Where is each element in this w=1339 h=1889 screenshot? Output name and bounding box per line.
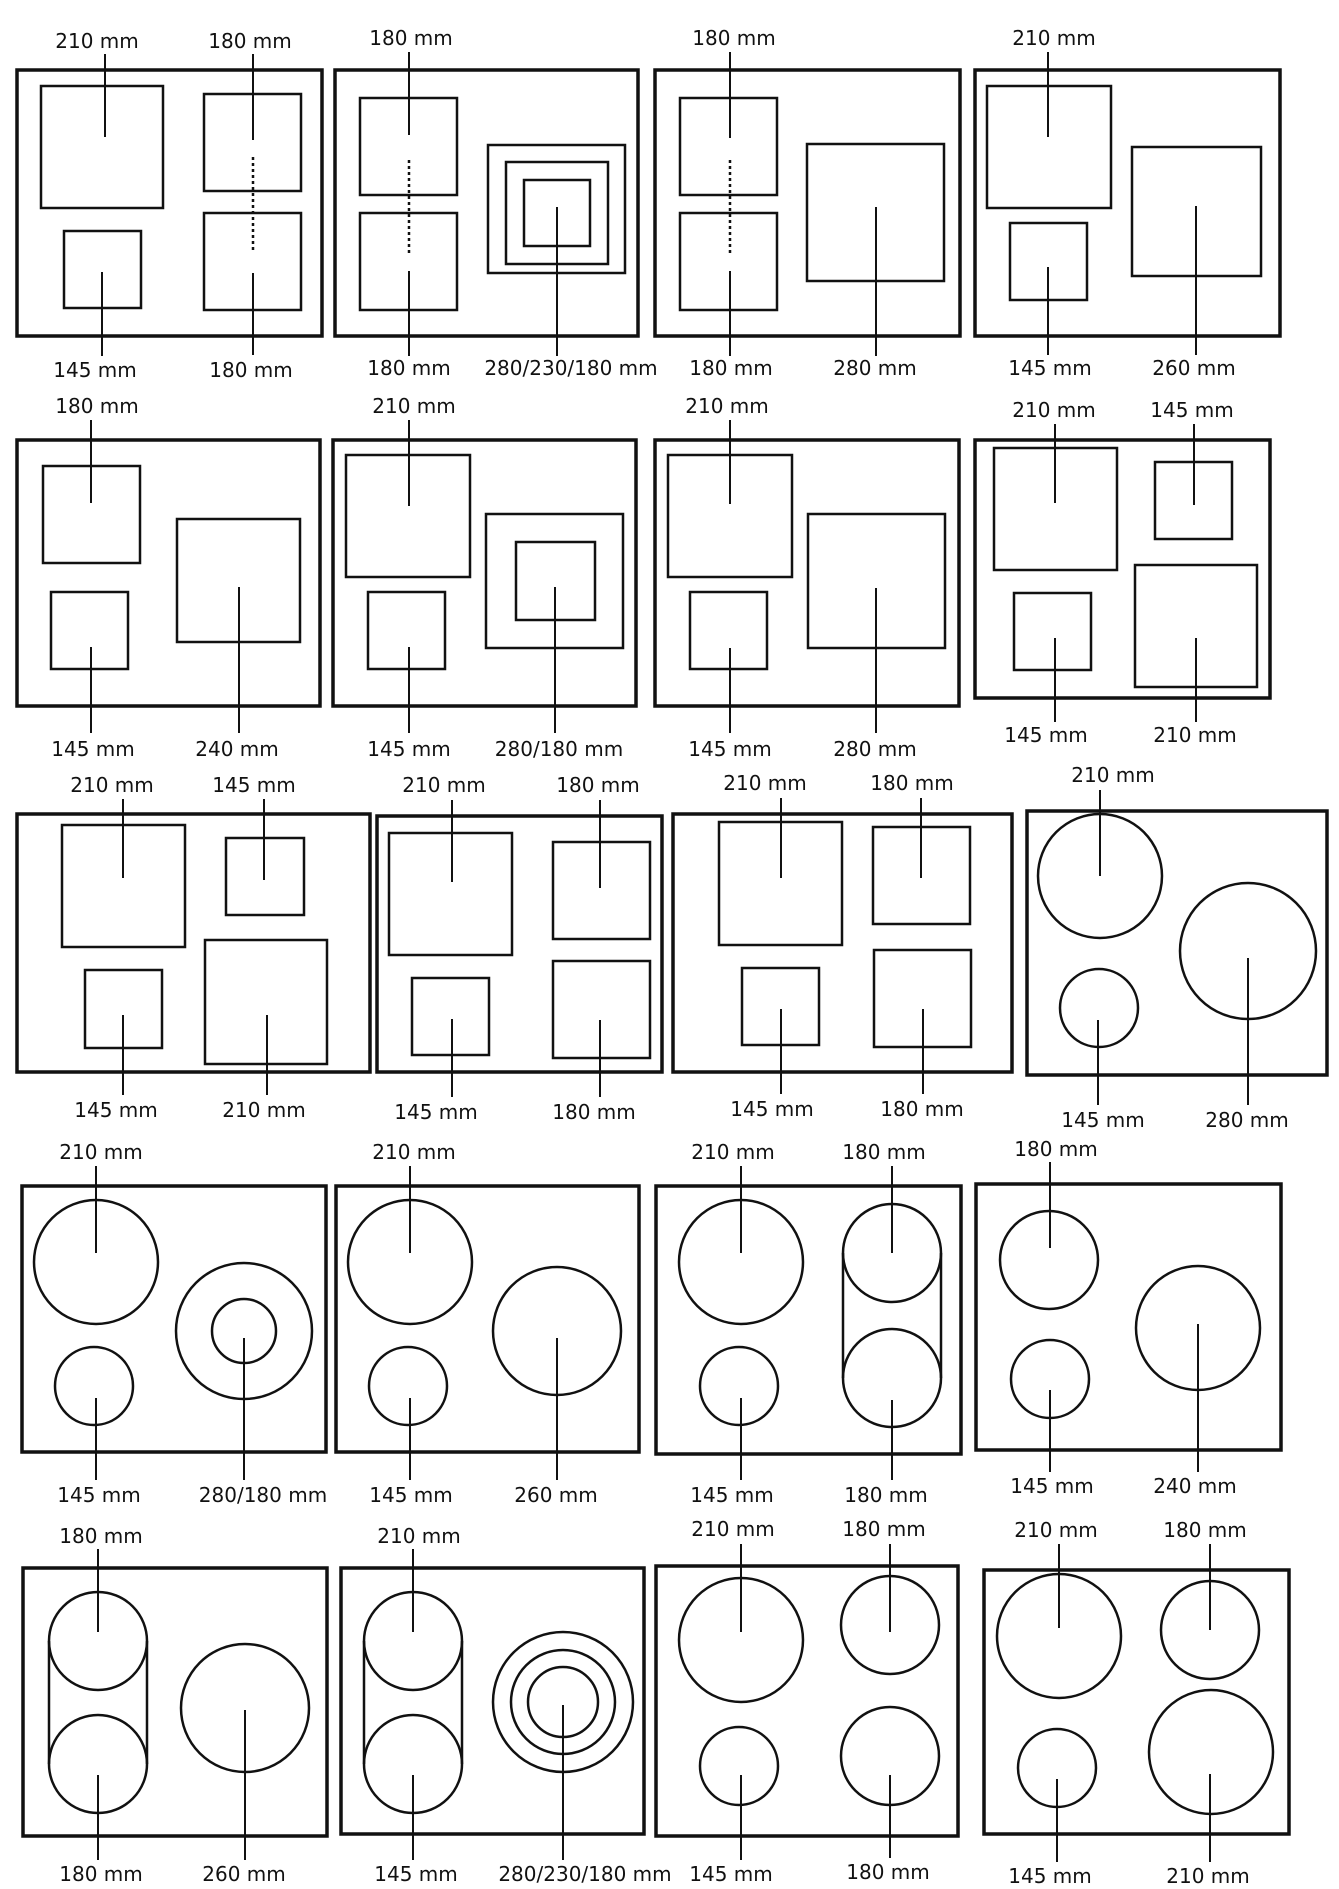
zone-label: 145 mm	[369, 1483, 453, 1507]
zone-label: 210 mm	[222, 1098, 306, 1122]
zone-label: 180 mm	[880, 1097, 964, 1121]
cooktop-layout-19	[656, 1517, 958, 1886]
zone-210-back-left	[41, 86, 163, 208]
zone-145	[55, 1347, 133, 1425]
zone-label: 145 mm	[394, 1100, 478, 1124]
cooktop-layout-12	[1027, 763, 1327, 1132]
cooktop-layout-20	[984, 1518, 1289, 1888]
zone-label: 180 mm	[59, 1524, 143, 1548]
zone-label: 180 mm	[846, 1860, 930, 1884]
zone-label: 145 mm	[1150, 398, 1234, 422]
zone-label: 145 mm	[212, 773, 296, 797]
zone-label: 145 mm	[1061, 1108, 1145, 1132]
zone-label: 145 mm	[1004, 723, 1088, 747]
zone-label: 240 mm	[195, 737, 279, 761]
cooktop-layout-9	[17, 773, 370, 1122]
zone-label: 210 mm	[377, 1524, 461, 1548]
zone-145	[412, 978, 489, 1055]
cooktop-layout-10	[377, 773, 662, 1124]
cooktop-layout-16	[976, 1137, 1281, 1498]
cooktop-layout-14	[336, 1140, 639, 1507]
zone-label: 145 mm	[57, 1483, 141, 1507]
cooktop-layout-7	[655, 394, 959, 761]
zone-label: 280 mm	[833, 737, 917, 761]
zone-label: 180 mm	[369, 26, 453, 50]
zone-145	[700, 1727, 778, 1805]
zone-145	[690, 592, 767, 669]
zone-label: 145 mm	[74, 1098, 158, 1122]
zone-145	[368, 592, 445, 669]
zone-label: 210 mm	[1014, 1518, 1098, 1542]
zone-label: 260 mm	[1152, 356, 1236, 380]
zone-label: 180 mm	[59, 1862, 143, 1886]
zone-label: 180 mm	[842, 1517, 926, 1541]
hob-frame	[656, 1186, 961, 1454]
hob-frame	[23, 1568, 327, 1836]
hob-frame	[377, 816, 662, 1072]
zone-label: 180 mm	[692, 26, 776, 50]
zone-label: 145 mm	[1008, 1864, 1092, 1888]
hob-frame	[17, 814, 370, 1072]
zone-label: 145 mm	[730, 1097, 814, 1121]
zone-label: 210 mm	[691, 1140, 775, 1164]
zone-label: 210 mm	[59, 1140, 143, 1164]
zone-label: 280/180 mm	[494, 737, 624, 761]
hob-frame	[336, 1186, 639, 1452]
zone-label: 180 mm	[842, 1140, 926, 1164]
zone-label: 280/230/180 mm	[498, 1862, 672, 1886]
zone-145	[51, 592, 128, 669]
zone-label: 180 mm	[870, 771, 954, 795]
zone-180-front	[553, 961, 650, 1058]
cooktop-layout-18	[341, 1524, 672, 1886]
zone-210	[389, 833, 512, 955]
zone-label: 210 mm	[1012, 398, 1096, 422]
cooktop-layout-15	[656, 1140, 961, 1507]
zone-label: 145 mm	[1010, 1474, 1094, 1498]
zone-label: 260 mm	[202, 1862, 286, 1886]
zone-145-front	[1014, 593, 1091, 670]
cooktop-layout-1	[17, 29, 322, 382]
zone-label: 240 mm	[1153, 1474, 1237, 1498]
zone-label: 180 mm	[367, 356, 451, 380]
zone-label: 145 mm	[690, 1483, 774, 1507]
zone-label: 180 mm	[844, 1483, 928, 1507]
zone-label: 210 mm	[1012, 26, 1096, 50]
hob-frame	[17, 440, 320, 706]
hob-frame	[975, 70, 1280, 336]
zone-label: 280/180 mm	[198, 1483, 328, 1507]
zone-label: 210 mm	[402, 773, 486, 797]
cooktop-layout-4	[975, 26, 1280, 380]
cooktop-layout-2	[335, 26, 658, 380]
cooktop-layout-5	[17, 394, 320, 761]
zone-label: 260 mm	[514, 1483, 598, 1507]
hob-frame	[335, 70, 638, 336]
zone-label: 180 mm	[209, 358, 293, 382]
zone-label: 210 mm	[372, 394, 456, 418]
zone-label: 210 mm	[70, 773, 154, 797]
zone-label: 210 mm	[691, 1517, 775, 1541]
zone-label: 145 mm	[688, 737, 772, 761]
zone-label: 210 mm	[1153, 723, 1237, 747]
zone-label: 180 mm	[208, 29, 292, 53]
cooktop-layout-13	[22, 1140, 327, 1507]
hob-frame	[656, 1566, 958, 1836]
zone-label: 210 mm	[685, 394, 769, 418]
zone-label: 145 mm	[367, 737, 451, 761]
zone-label: 280/230/180 mm	[484, 356, 658, 380]
zone-label: 145 mm	[51, 737, 135, 761]
zone-label: 210 mm	[372, 1140, 456, 1164]
zone-label: 145 mm	[53, 358, 137, 382]
hob-frame	[22, 1186, 326, 1452]
zone-145	[369, 1347, 447, 1425]
zone-label: 180 mm	[556, 773, 640, 797]
hob-frame	[333, 440, 636, 706]
zone-label: 280 mm	[1205, 1108, 1289, 1132]
zone-label: 180 mm	[55, 394, 139, 418]
zone-180-back	[680, 98, 777, 195]
zone-label: 145 mm	[374, 1862, 458, 1886]
zone-label: 180 mm	[1014, 1137, 1098, 1161]
cooktop-layout-8	[975, 398, 1270, 747]
zone-label: 210 mm	[1071, 763, 1155, 787]
zone-label: 210 mm	[723, 771, 807, 795]
zone-145	[700, 1347, 778, 1425]
zone-label: 180 mm	[1163, 1518, 1247, 1542]
zone-180-back	[553, 842, 650, 939]
zone-label: 180 mm	[552, 1100, 636, 1124]
cooktop-layout-3	[655, 26, 960, 380]
cooktop-layout-6	[333, 394, 636, 761]
zone-label: 180 mm	[689, 356, 773, 380]
zone-label: 145 mm	[1008, 356, 1092, 380]
zone-180-front	[680, 213, 777, 310]
cooktop-layout-11	[673, 771, 1012, 1121]
hob-frame	[976, 1184, 1281, 1450]
zone-label: 145 mm	[689, 1862, 773, 1886]
zone-label: 210 mm	[1166, 1864, 1250, 1888]
zone-label: 280 mm	[833, 356, 917, 380]
cooktop-layout-17	[23, 1524, 327, 1886]
zone-label: 210 mm	[55, 29, 139, 53]
